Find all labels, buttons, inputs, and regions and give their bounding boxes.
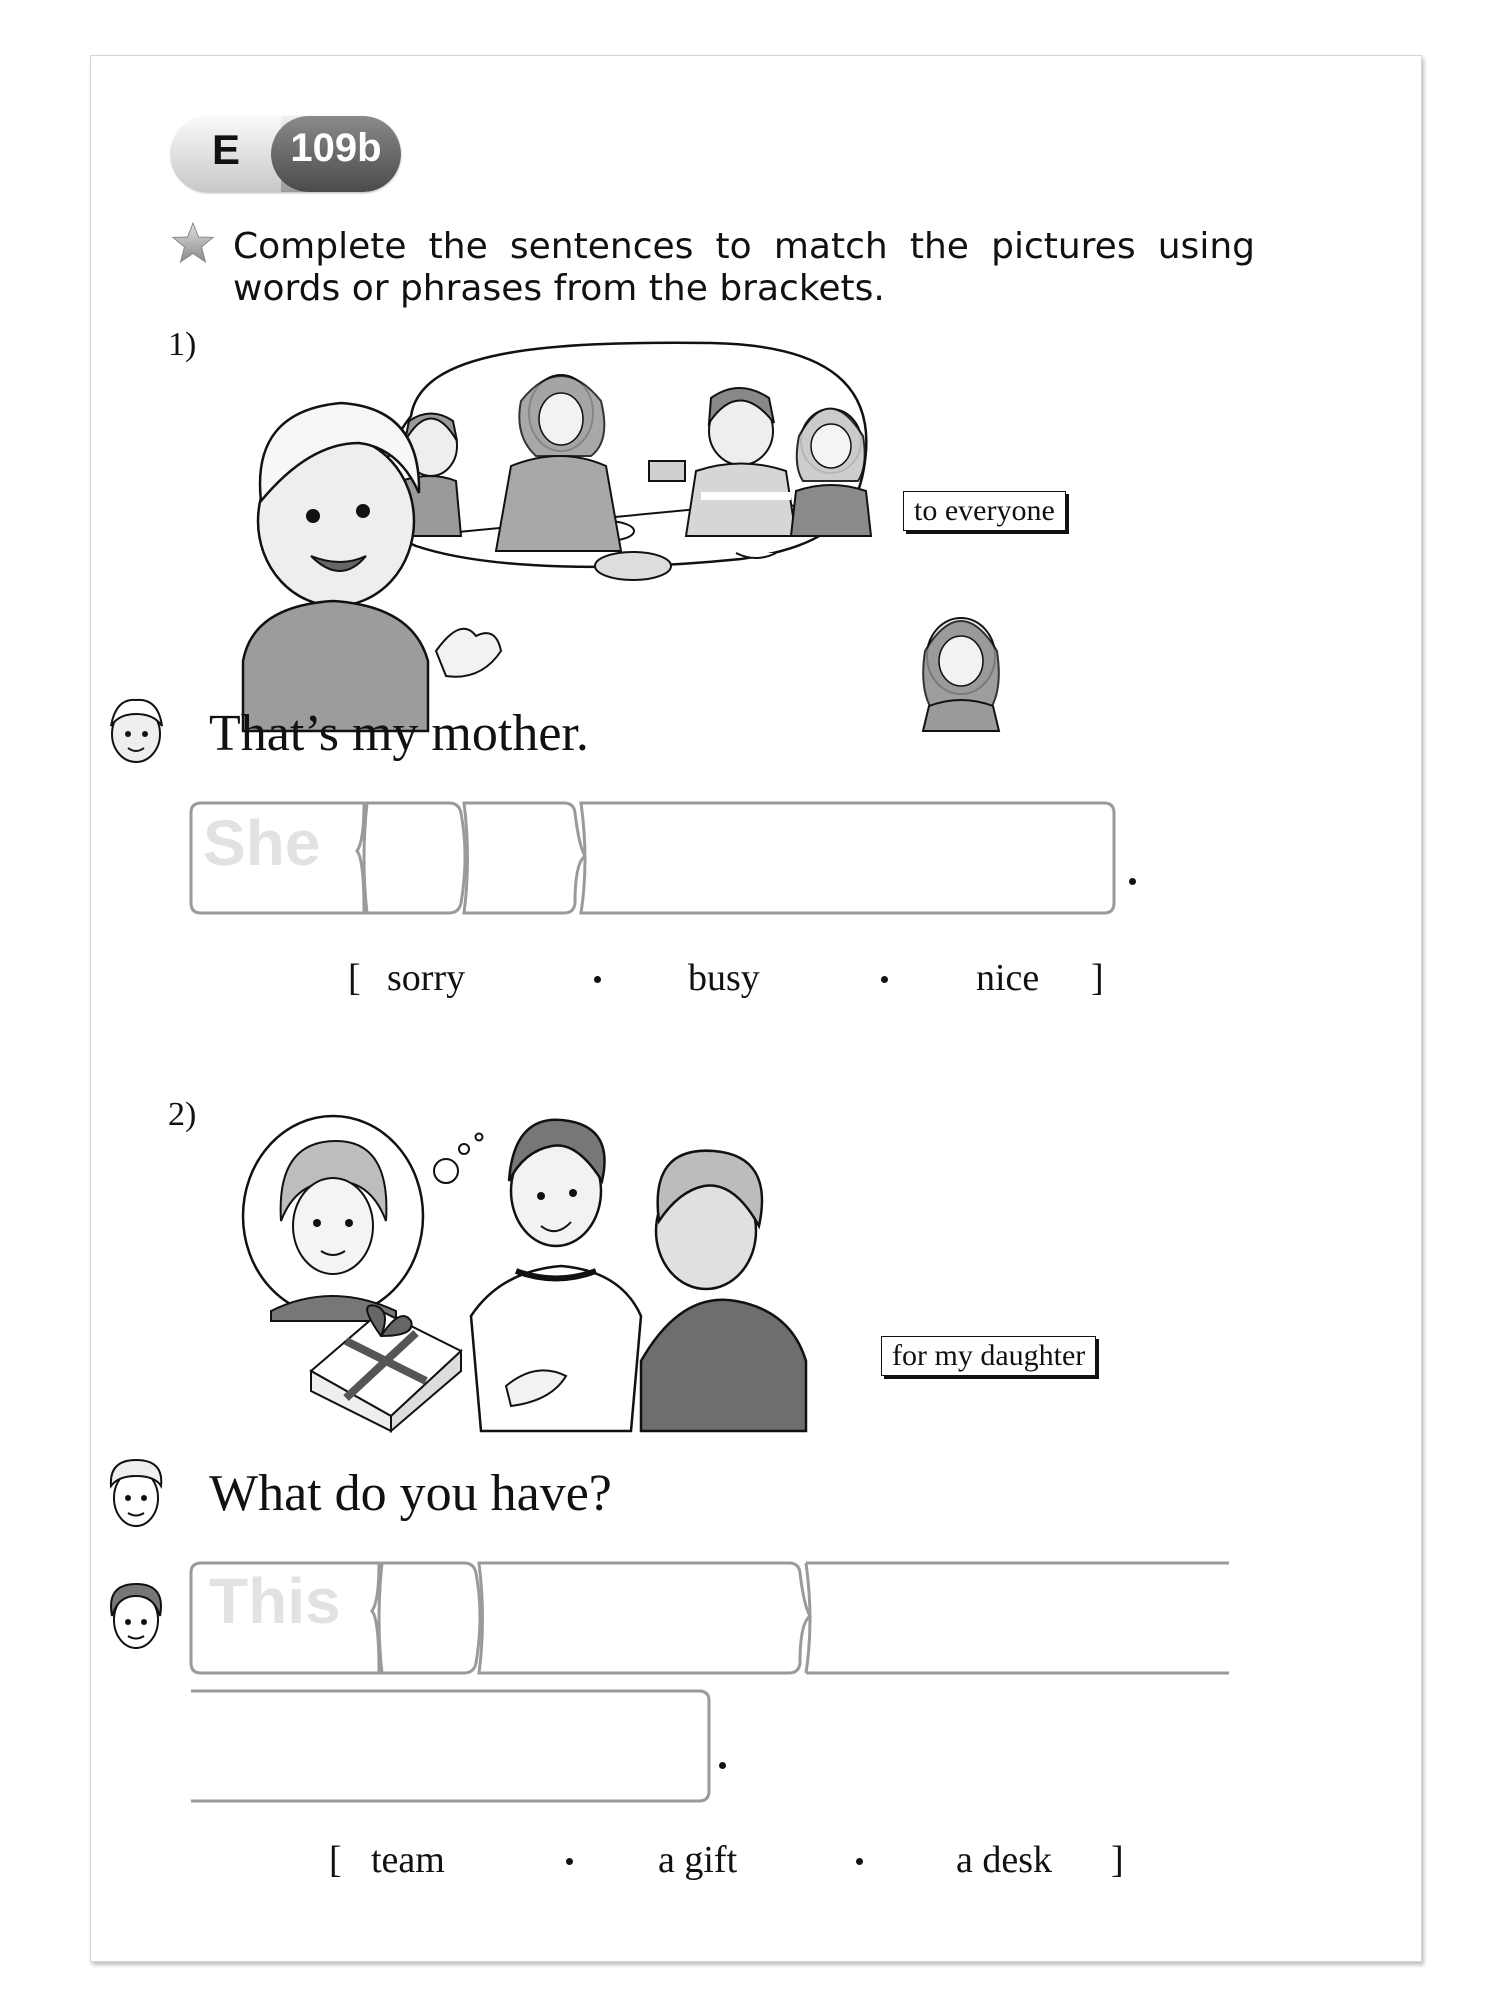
question-1-bracket-open: [ xyxy=(348,957,361,999)
instruction-text xyxy=(233,226,1255,310)
question-1-option-2: busy xyxy=(688,957,760,999)
question-2-cue-label: for my daughter xyxy=(881,1336,1096,1376)
question-1-separator-2 xyxy=(881,976,888,983)
question-2-illustration xyxy=(241,1101,841,1431)
man-face-icon xyxy=(103,1578,169,1654)
lesson-badge xyxy=(171,116,401,192)
question-2-option-3: a desk xyxy=(956,1839,1053,1881)
curly-man-face-icon xyxy=(103,1456,169,1532)
question-2-answer-frame xyxy=(189,1561,1229,1811)
question-1-period xyxy=(1129,878,1136,885)
question-2-separator-1 xyxy=(566,1858,573,1865)
instruction-line-2: words or phrases from the brackets. xyxy=(233,268,885,309)
badge-letter: E xyxy=(211,126,240,173)
boy-face-icon xyxy=(103,696,169,768)
question-1-bracket-close: ] xyxy=(1091,957,1104,999)
worksheet-page xyxy=(90,55,1422,1962)
question-1-hint-word: She xyxy=(203,807,321,879)
star-icon xyxy=(171,221,215,265)
question-1-separator-1 xyxy=(594,976,601,983)
question-1-illustration xyxy=(241,331,1021,731)
question-1-option-3: nice xyxy=(976,957,1040,999)
instruction-line-1: Complete the sentences to match the pictures using xyxy=(233,226,1255,267)
question-2-option-1: team xyxy=(371,1839,445,1881)
question-2-bracket-open: [ xyxy=(329,1839,342,1881)
badge-code: 109b xyxy=(290,126,382,170)
question-2-hint-word: This xyxy=(209,1565,341,1637)
question-1-answer-frame xyxy=(189,801,1119,931)
question-2-option-2: a gift xyxy=(658,1839,738,1881)
question-1-option-1: sorry xyxy=(387,957,466,999)
question-2-separator-2 xyxy=(856,1858,863,1865)
question-2-number: 2) xyxy=(168,1096,197,1133)
question-2-bracket-close: ] xyxy=(1111,1839,1124,1881)
question-2-period xyxy=(719,1762,726,1769)
question-1-number: 1) xyxy=(168,326,197,363)
question-1-speech: That’s my mother. xyxy=(209,705,589,762)
question-1-cue-label: to everyone xyxy=(903,491,1066,531)
question-2-speech: What do you have? xyxy=(209,1465,612,1522)
